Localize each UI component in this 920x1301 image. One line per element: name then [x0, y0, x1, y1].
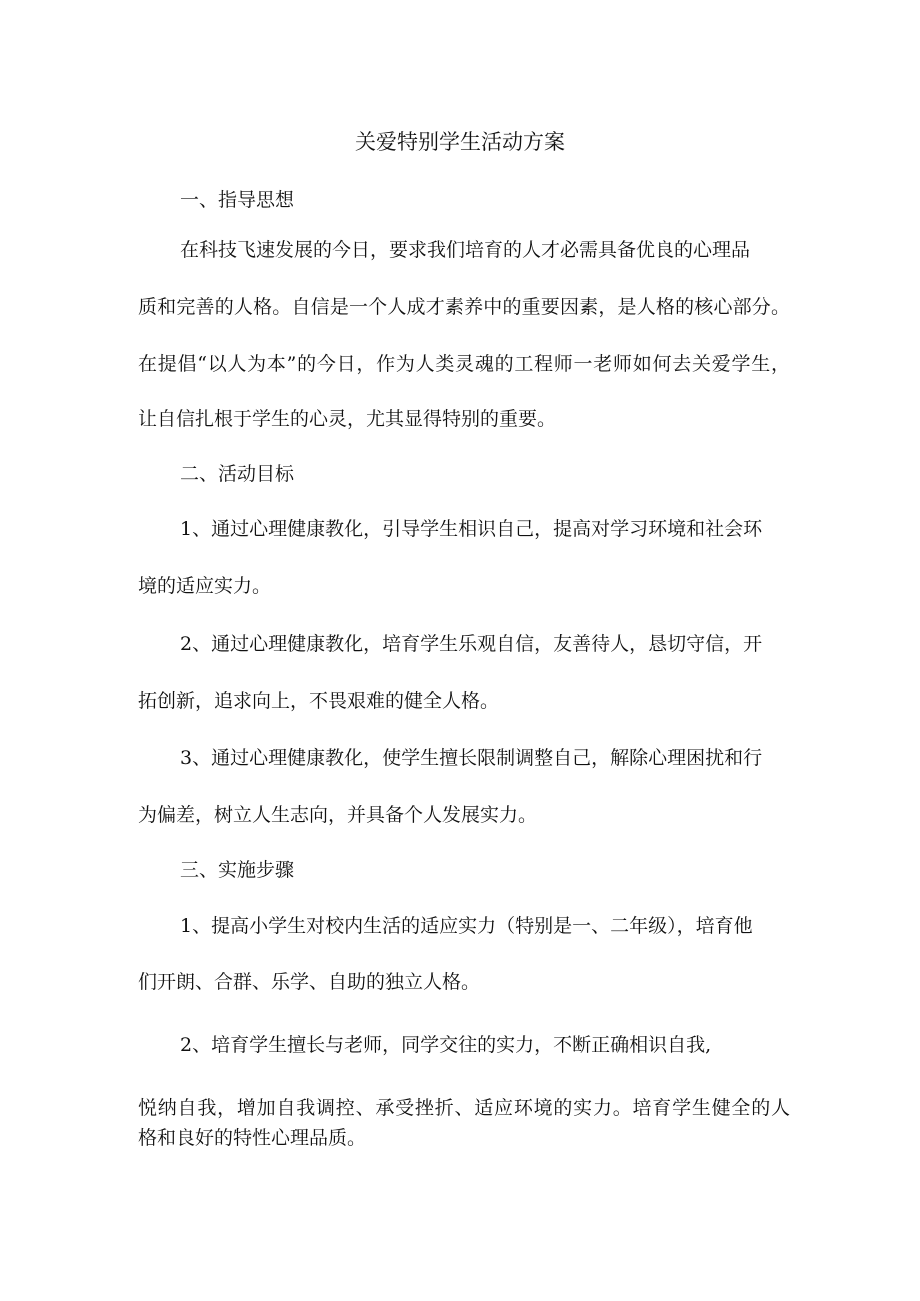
list-item-line: 2、通过心理健康教化，培育学生乐观自信，友善待人，恳切守信，开 [180, 633, 763, 655]
list-item-line: 悦纳自我，增加自我调控、承受挫折、适应环境的实力。培育学生健全的人 [138, 1097, 790, 1119]
section-heading-activity-goals: 二、活动目标 [180, 463, 295, 485]
list-item-line: 拓创新，追求向上，不畏艰难的健全人格。 [138, 690, 500, 712]
list-item-line: 格和良好的特性心理品质。 [138, 1127, 367, 1149]
list-item-line: 们开朗、合群、乐学、自助的独立人格。 [138, 971, 481, 993]
list-item-line: 为偏差，树立人生志向，并具备个人发展实力。 [138, 804, 538, 826]
paragraph-line: 让自信扎根于学生的心灵，尤其显得特别的重要。 [138, 408, 557, 430]
section-heading-implementation-steps: 三、实施步骤 [180, 859, 295, 881]
paragraph-line: 在提倡“以人为本”的今日，作为人类灵魂的工程师一老师如何去关爱学生， [138, 353, 790, 375]
list-item-line: 2、培育学生擅长与老师，同学交往的实力，不断正确相识自我, [180, 1034, 712, 1056]
document-title: 关爱特别学生活动方案 [355, 130, 565, 154]
paragraph-line: 在科技飞速发展的今日，要求我们培育的人才必需具备优良的心理品 [180, 239, 751, 261]
list-item-line: 1、通过心理健康教化，引导学生相识自己，提高对学习环境和社会环 [180, 518, 763, 540]
section-heading-guiding-thought: 一、指导思想 [180, 189, 295, 211]
paragraph-line: 质和完善的人格。自信是一个人成才素养中的重要因素，是人格的核心部分。 [138, 296, 790, 318]
list-item-line: 1、提高小学生对校内生活的适应实力（特别是一、二年级），培育他 [180, 915, 753, 937]
list-item-line: 3、通过心理健康教化，使学生擅长限制调整自己，解除心理困扰和行 [180, 747, 763, 769]
list-item-line: 境的适应实力。 [138, 575, 272, 597]
